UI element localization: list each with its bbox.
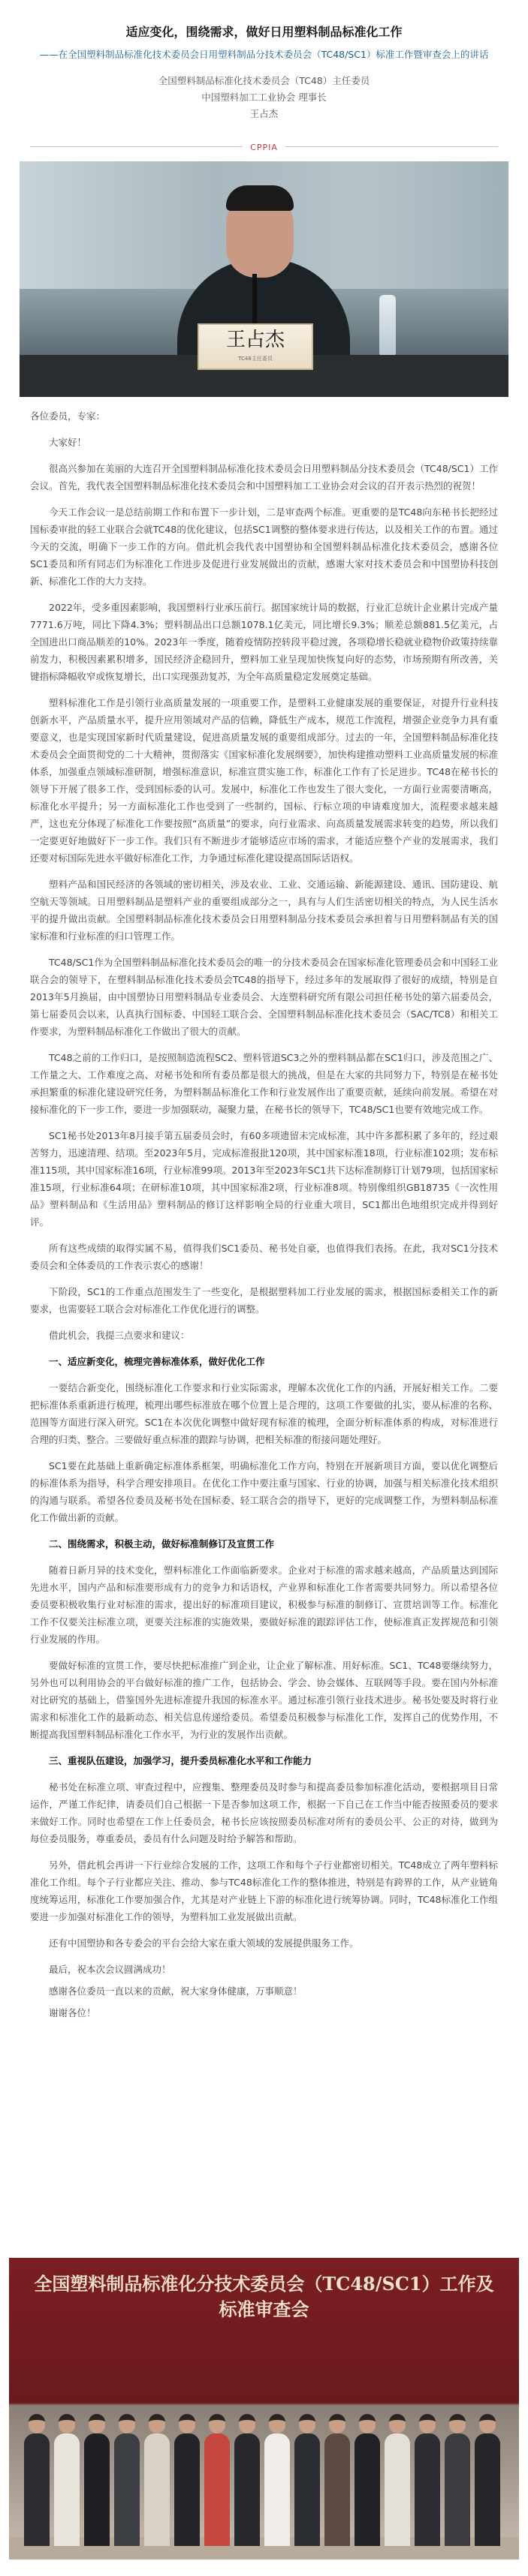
paragraph: 借此机会，我提三点要求和建议： xyxy=(49,1330,190,1341)
attendee-group xyxy=(24,2388,504,2546)
paragraph: TC48/SC1作为全国塑料制品标准化技术委员会的唯一的分技术委员会在国家标准化管理委员会和中国轻工业联合会的领导下，在塑料制品标准化技术委员会TC48的指导下，经过多年的发展取得了很好的成绩，特别是自2013年5月换届，由中国塑协日用塑料制品专业委员会、大连塑料研究所有限公司担任秘书处的第六届委员会，第七届委员会以来，认真执行国标委、中国轻工联合会、全国塑料制品标准化技术委员会（SAC/TC8）和相关工作要求，为塑料制品标准化工作做出了很大的贡献。 xyxy=(30,957,498,1037)
paragraph: 所有这些成绩的取得实属不易，值得我们SC1委员、秘书处自豪，也值得我们表扬。在此，我对SC1分技术委员会和全体委员的工作表示衷心的感谢！ xyxy=(30,1243,498,1271)
meeting-banner: 全国塑料制品标准化分技术委员会（TC48/SC1）工作及标准审查会 xyxy=(34,2273,494,2320)
attendee xyxy=(144,2414,170,2546)
attendee xyxy=(324,2414,350,2546)
paragraph: 很高兴参加在美丽的大连召开全国塑料制品标准化技术委员会日用塑料制品分技术委员会（TC48/SC1）工作会议。首先，我代表全国塑料制品标准化技术委员会和中国塑料加工工业协会对会议的召开表示热烈的祝贺！ xyxy=(30,463,498,491)
paragraph: 随着日新月异的技术变化，塑料标准化工作面临新要求。企业对于标准的需求越来越高，产品质量达到国际先进水平，国内产品和标准要形成有力的竞争力和话语权，产业界和标准化工作者需要共同努力。所以希望各位委员要积极收集行业对标准的需求，提出好的标准项目建议，积极参与标准的制修订、宣贯培训等工作。标准化工作不仅要关注标准立项，更要关注标准的实施效果，要做好标准的跟踪评估工作，使标准真正发挥规范和引领行业发展的作用。 xyxy=(30,1565,498,1645)
greeting: 各位委员，专家： xyxy=(30,410,106,422)
paragraph: SC1要在此基础上重新确定标准体系框架，明确标准化工作方向，特别在开展新项目方面，要以优化调整后的标准体系为指导，科学合理安排项目。在优化工作中要注重与国家、行业的协调，加强与相关标准化技术组织的沟通与联系。希望各位委员及秘书处在国标委、轻工联合会的指导下，更好的完成调整工作，为塑料制品标准化工作做出新的贡献。 xyxy=(30,1460,498,1523)
attendee xyxy=(385,2414,410,2546)
attendee xyxy=(445,2414,470,2546)
closing-line: 谢谢各位！ xyxy=(49,2007,96,2018)
attendee xyxy=(475,2414,500,2546)
paragraph: 还有中国塑协和各专委会的平台会给大家在重大领域的发展提供服务工作。 xyxy=(49,1937,359,1949)
cppia-badge: CPPIA xyxy=(243,143,285,152)
salutation: 大家好！ xyxy=(49,437,87,448)
paragraph: 下阶段，SC1的工作重点范围发生了一些变化，是根据塑料加工行业发展的需求，根据国标委相关工作的新要求，也需要轻工联合会对标准化工作优化进行的调整。 xyxy=(30,1286,498,1315)
attendee xyxy=(174,2414,200,2546)
speaker-hair xyxy=(226,185,294,211)
attendee xyxy=(84,2414,110,2546)
author-role: 中国塑料加工工业协会 理事长 xyxy=(201,92,327,103)
section-heading: 二、围绕需求，积极主动，做好标准制修订及宣贯工作 xyxy=(49,1538,275,1550)
paragraph: 秘书处在标准立项、审查过程中，应搜集、整理委员及时参与和提高委员参加标准化活动，要根据项目日常运作，严谨工作纪律，请委员们自己根据一下是否参加这项工作，根据一下自己在工作当中能否按照委员的要求来做好工作。同时也希望在工作上任委员会，秘书长应该按照委员标准对所有的委员公平、公正的对待，做到为每位委员服务，尊重委员，委员有什么问题及时给予解答和帮助。 xyxy=(30,1781,498,1844)
section-heading: 三、重视队伍建设，加强学习，提升委员标准化水平和工作能力 xyxy=(49,1755,312,1766)
author-name: 王占杰 xyxy=(249,108,279,119)
attendee xyxy=(355,2414,380,2546)
closing-line: 最后，祝本次会议圆满成功！ xyxy=(49,1964,171,1975)
paragraph: SC1秘书处2013年8月接手第五届委员会时，有60多项遗留未完成标准，其中许多都积累了多年的，经过艰苦努力，迅速清理、结项。至2023年5月，完成标准报批120项，其中国家标准18项，行业标准102项；发布标准115项，其中国家标准16项，行业标准99项。2013年至2023年SC1共下达标准制修订计划79项，包括国家标准15项，行业标准64项；在研标准10项，其中国家标准2项，行业标准8项。特别像组织GB18735《一次性用品》塑料制品和《生活用品》塑料制品的修订这样影响全局的行业重大项目，SC1都出色地组织完成并得到好评。 xyxy=(30,1130,498,1228)
article-subtitle: ——在全国塑料制品标准化技术委员会日用塑料制品分技术委员会（TC48/SC1）标准工作暨审查会上的讲话 xyxy=(39,49,489,60)
attendee xyxy=(264,2414,290,2546)
nameplate-name: 王占杰 xyxy=(225,329,285,351)
cppia-divider xyxy=(0,139,528,154)
paragraph: 塑料产品和国民经济的各领域的密切相关，涉及农业、工业、交通运输、新能源建设、通讯、国防建设、航空航天等领域。日用塑料制品是塑料产业的重要组成部分之一，具有与人们生活密切相关的特点，为人民生活水平的提升做出贡献。全国塑料制品标准化技术委员会日用塑料制品分技术委员会承担着与日用塑料制品有关的国家标准和行业标准的归口管理工作。 xyxy=(30,879,498,942)
group-photo xyxy=(9,2258,519,2559)
paragraph: 要做好标准的宣贯工作，要尽快把标准推广到企业，让企业了解标准、用好标准。SC1、TC48要继续努力，另外也可以利用协会的平台做好标准的推广工作，包括协会、学会、协会媒体、互联网等手段。要在国内外标准对比研究的基础上，借鉴国外先进标准提升我国的标准水平。通过标准引领行业技术进步。秘书处要及时将行业需求和标准化工作的最新动态、相关信息传递给委员。希望委员积极参与标准化工作，发挥自己的优势作用，不断提高我国塑料制品标准化工作水平，为行业的发展作出贡献。 xyxy=(30,1660,498,1740)
article-body xyxy=(0,397,528,2021)
section-heading: 一、适应新变化，梳理完善标准体系，做好优化工作 xyxy=(49,1356,265,1367)
closing-line: 感谢各位委员一直以来的贡献，祝大家身体健康，万事顺意！ xyxy=(49,1985,303,1997)
attendee xyxy=(114,2414,140,2546)
paragraph: 另外，借此机会再讲一下行业综合发展的工作，这项工作和每个子行业都密切相关。TC48成立了两年塑料标准化工作组。每个子行业都应关注、推动、参与TC48标准化工作的整体推进，特别是有跨界的工作，从产业链角度统筹运用，标准化工作要加强合作，尤其是对产业链上下游的标准化进行统筹协调。同时，TC48标准化工作组要进一步加强对标准化工作的领导，为塑料加工业发展做出贡献。 xyxy=(30,1859,498,1922)
attendee xyxy=(294,2414,320,2546)
attendee xyxy=(204,2414,230,2546)
paragraph: 塑料标准化工作是引领行业高质量发展的一项重要工作，是塑料工业健康发展的重要保证，对提升行业科技创新水平，产品质量水平，提升应用领域对产品的信赖，降低生产成本，规范工作流程，增强企业竞争力具有重要意义，也是实现国家新时代质量建设，促进高质量发展的重要组成部分。过去的一年，全国塑料制品标准化技术委员会全面贯彻党的二十大精神，贯彻落实《国家标准化发展纲要》，加快构建推动塑料工业高质量发展的标准体系，加强重点领域标准研制，增强标准意识，标准宣贯实施工作，标准化工作有了长足进步。TC48在秘书长的领导下开展了很多工作，受到国标委的认可。发展中，标准化工作也发生了很大变化，一方面行业需要清晰高，标准化水平提升；另一方面标准化工作也受到了一些制约，国标、行标立项的申请难度加大，流程要求越来越严，这也充分体现了标准化工作要按照“高质量”的要求，向行业需求、向高质量发展需求转变的趋势，所以我们一定要更好地做好下一步工作。我们只有不断进步才能够适应市场的需求，才能适应整个产业的发展需求，我们还要对标国际先进水平做好标准化工作，力争通过标准化建设提高国际话语权。 xyxy=(30,697,498,864)
article-header xyxy=(0,0,528,122)
attendee xyxy=(415,2414,440,2546)
attendee xyxy=(54,2414,80,2546)
speaker-photo xyxy=(20,161,508,397)
water-bottle xyxy=(379,295,396,355)
attendee xyxy=(24,2414,50,2546)
nameplate-subtitle: TC48主任委员 xyxy=(238,356,273,362)
attendee xyxy=(234,2414,260,2546)
paragraph: 一要结合新变化，围绕标准化工作要求和行业实际需求，理解本次优化工作的内涵，开展好相关工作。二要把标准体系重新进行梳理，梳理出哪些标准放在哪个位置上是合理的，这项工作要做的扎实，要从标准的名称、范围等方面进行深入研究。SC1在本次优化调整中做好现有标准的梳理，全面分析标准体系的构成，对标准进行合理的归类、整合。三要做好重点标准的跟踪与协调，把相关标准的衔接问题处理好。 xyxy=(30,1382,498,1445)
paragraph: TC48之前的工作归口，是按照制造流程SC2、塑料管道SC3之外的塑料制品都在SC1归口，涉及范围之广、工作量之大、工作难度之高、对秘书处和所有委员都是很大的挑战，但是在大家的共同努力下，特别是在秘书处承担繁重的标准化建设研究任务，为塑料制品标准化工作和行业发展作出了重要贡献，延续向前发展。希望在对接标准化的下一步工作，要进一步加强联动，凝聚力量，在秘书长的领导下，TC48/SC1也要有效地完成工作。 xyxy=(30,1052,498,1115)
microphone-icon xyxy=(252,274,257,326)
article-title: 适应变化，围绕需求，做好日用塑料制品标准化工作 xyxy=(125,25,403,39)
paragraph: 今天工作会议一是总结前期工作和布置下一步计划，二是审查两个标准。更重要的是TC48向东秘书长把经过国标委审批的轻工业联合会就TC48的优化建议，包括SC1调整的整体要求进行传达，以及相关工作的布置。通过今天的交流，明确下一步工作的方向。借此机会我代表中国塑协和全国塑料制品标准化技术委员会，感谢各位SC1委员和所有同志们为标准化工作进步及促进行业发展做出的贡献，感谢大家对技术委员会和中国塑协科技创新、标准化工作的大力支持。 xyxy=(30,506,498,587)
nameplate xyxy=(198,323,313,370)
paragraph: 2022年，受多重因素影响，我国塑料行业承压前行。据国家统计局的数据，行业汇总统计企业累计完成产量7771.6万吨，同比下降4.3%；塑料制品出口总额1078.1亿美元，同比增长9.3%；顺差总额881.5亿美元，占全国进出口商品顺差的10%。2023年一季度，随着疫情防控转段平稳过渡，各项稳增长稳就业稳物价政策持续靠前发力，积极因素累积增多，国民经济企稳回升，塑料加工业呈现加快恢复向好的态势，市场预期有所改善，关键指标降幅收窄或恢复增长，出口实现强劲复苏，为全年高质量稳定发展奠定基础。 xyxy=(30,602,498,682)
author-org: 全国塑料制品标准化技术委员会（TC48）主任委员 xyxy=(158,75,370,86)
